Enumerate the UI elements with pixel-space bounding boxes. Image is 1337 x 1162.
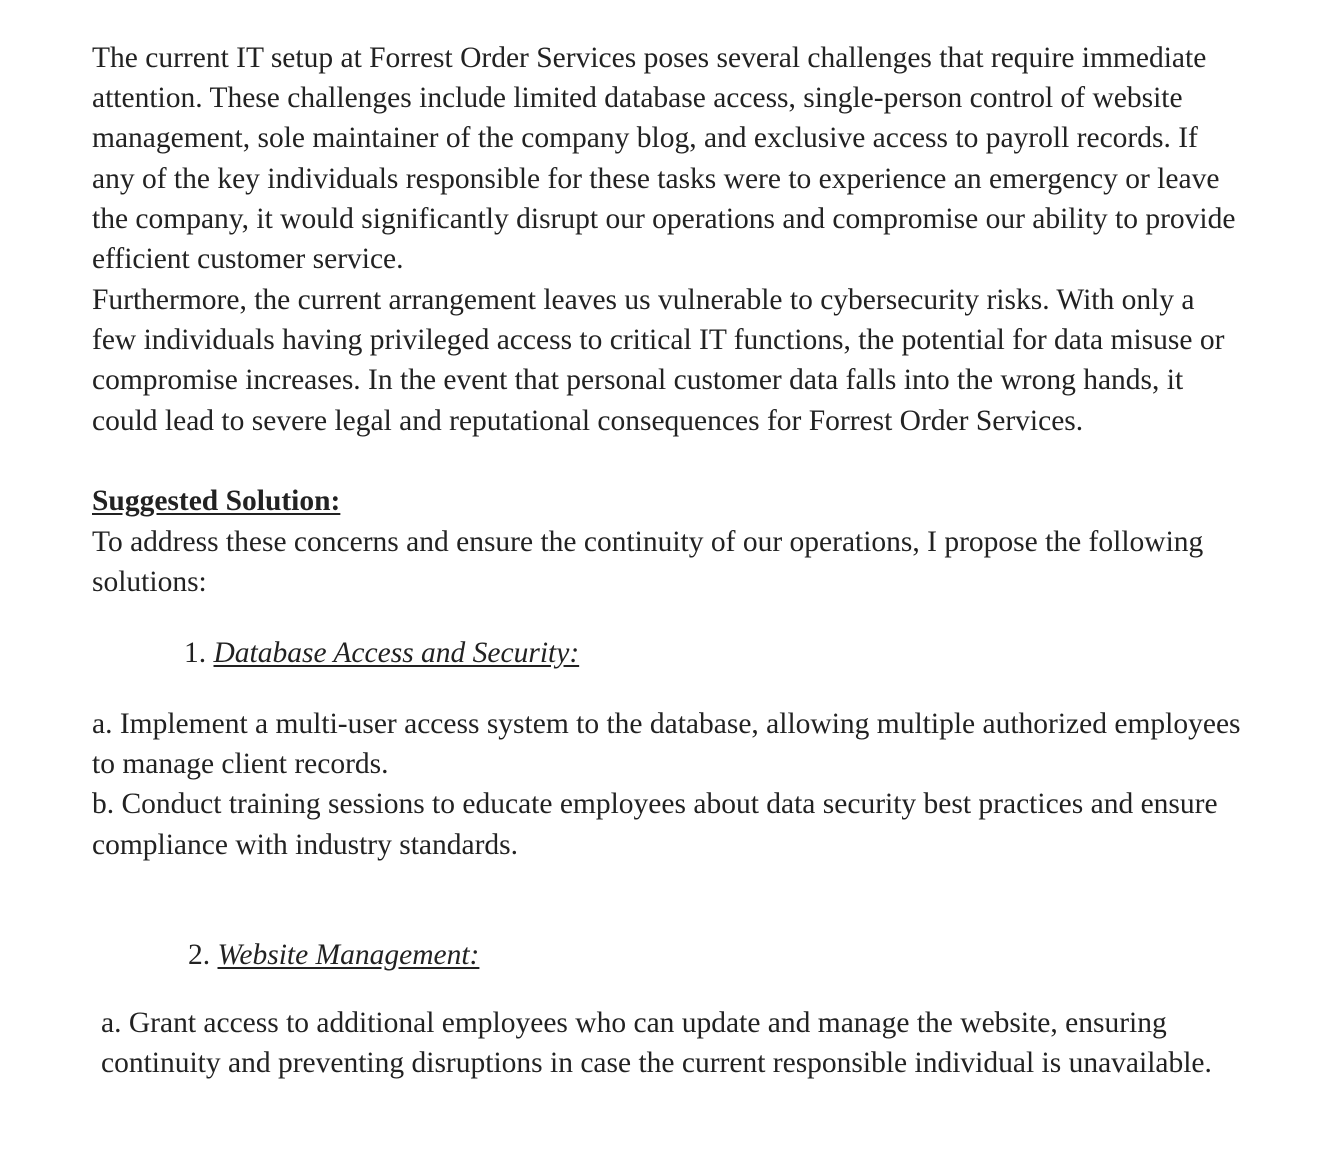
solution-1-heading (184, 633, 579, 673)
text-line: a. Implement a multi-user access system to the database, allowing multiple authorized employees (92, 708, 1241, 740)
text-line: any of the key individuals responsible for these tasks were to experience an emergency or leave (92, 162, 1220, 195)
text-line: Furthermore, the current arrangement leaves us vulnerable to cybersecurity risks. With only a (92, 284, 1195, 316)
text-line: b. Conduct training sessions to educate employees about data security best practices and ensure (92, 788, 1218, 821)
text-line: to manage client records. (92, 748, 389, 781)
text-line: compliance with industry standards. (92, 828, 519, 861)
solution-2-details (101, 1003, 1301, 1083)
list-number: 2. (188, 939, 211, 971)
text-line: continuity and preventing disruptions in case the current responsible individual is unavailable. (101, 1047, 1212, 1080)
solution-title: Website Management: (217, 939, 480, 971)
text-line: the company, it would significantly disrupt our operations and compromise our ability to provide (92, 202, 1236, 235)
paragraph-challenges (92, 38, 1292, 279)
text-line: could lead to severe legal and reputational consequences for Forrest Order Services. (92, 404, 1084, 437)
text-line: a. Grant access to additional employees who can update and manage the website, ensuring (101, 1007, 1167, 1039)
text-line: attention. These challenges include limited database access, single-person control of website (92, 82, 1183, 115)
text-line: few individuals having privileged access to critical IT functions, the potential for data misuse or (92, 324, 1225, 357)
text-line: efficient customer service. (92, 243, 404, 276)
text-line: compromise increases. In the event that personal customer data falls into the wrong hands, it (92, 364, 1184, 397)
text-line: management, sole maintainer of the company blog, and exclusive access to payroll records. If (92, 122, 1198, 155)
solution-2-heading (188, 935, 479, 975)
list-number: 1. (184, 637, 207, 669)
solution-1-details (92, 704, 1292, 865)
text-line: The current IT setup at Forrest Order Services poses several challenges that require immediate (92, 42, 1207, 74)
text-line: To address these concerns and ensure the continuity of our operations, I propose the following (92, 526, 1204, 558)
text-line: solutions: (92, 566, 207, 599)
solution-title: Database Access and Security: (213, 637, 580, 669)
suggested-solution-intro (92, 522, 1292, 602)
suggested-solution-heading: Suggested Solution: (92, 485, 341, 517)
paragraph-cybersecurity (92, 280, 1292, 441)
